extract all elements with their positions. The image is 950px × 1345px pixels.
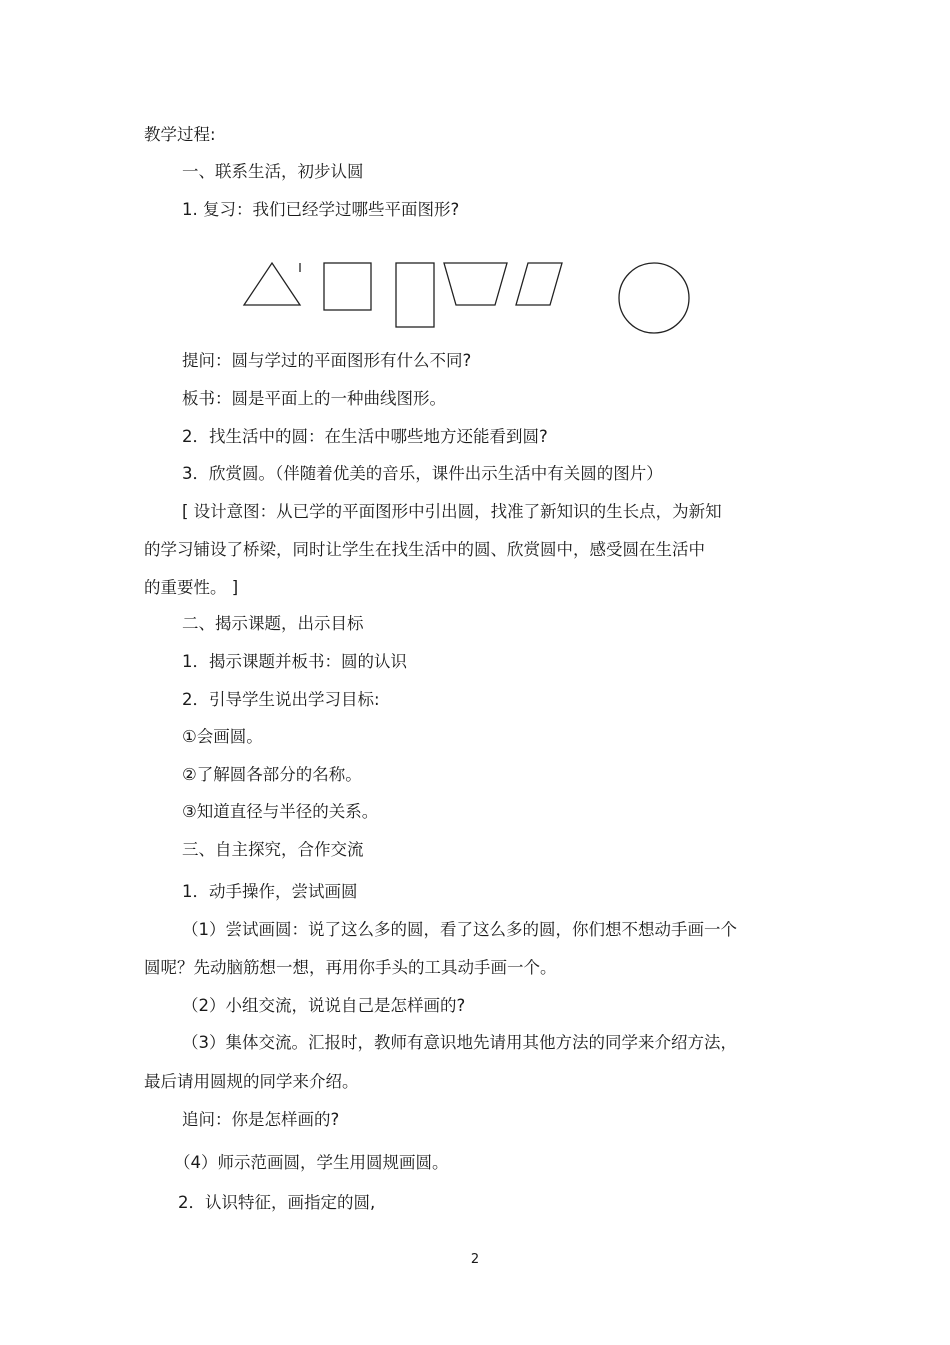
parallelogram-shape	[516, 263, 562, 305]
section-3-title: 三、自主探究，合作交流	[182, 840, 364, 859]
trapezoid-shape	[444, 263, 507, 305]
triangle-shape	[244, 263, 300, 305]
paragraph: 2．引导学生说出学习目标:	[182, 690, 380, 709]
page-number: 2	[470, 1252, 480, 1267]
paragraph: （3）集体交流。汇报时，教师有意识地先请用其他方法的同学来介绍方法，	[182, 1033, 737, 1052]
plane-shapes-figure	[236, 255, 706, 340]
paragraph: 1. 复习：我们已经学过哪些平面图形?	[182, 200, 460, 219]
paragraph: 3．欣赏圆。（伴随着优美的音乐，课件出示生活中有关圆的图片）	[182, 464, 663, 483]
rectangle-shape	[396, 263, 434, 327]
design-note: 的重要性。 ]	[144, 578, 239, 597]
circle-shape	[619, 263, 689, 333]
paragraph: 1．揭示课题并板书：圆的认识	[182, 652, 407, 671]
paragraph: （1）尝试画圆：说了这么多的圆，看了这么多的圆，你们想不想动手画一个	[182, 920, 737, 939]
paragraph: （2）小组交流，说说自己是怎样画的?	[182, 996, 466, 1015]
goal-item: ②了解圆各部分的名称。	[182, 765, 362, 784]
design-note: 的学习铺设了桥梁，同时让学生在找生活中的圆、欣赏圆中，感受圆在生活中	[144, 540, 705, 559]
section-1-title: 一、联系生活，初步认圆	[182, 162, 364, 181]
section-heading: 教学过程:	[144, 125, 216, 144]
paragraph: 板书：圆是平面上的一种曲线图形。	[182, 389, 446, 408]
paragraph: 2．找生活中的圆：在生活中哪些地方还能看到圆?	[182, 427, 548, 446]
paragraph: （4）师示范画圆，学生用圆规画圆。	[174, 1153, 449, 1172]
paragraph: 追问：你是怎样画的?	[182, 1110, 340, 1129]
paragraph: 1．动手操作，尝试画圆	[182, 882, 358, 901]
section-2-title: 二、揭示课题，出示目标	[182, 614, 364, 633]
paragraph: 提问：圆与学过的平面图形有什么不同?	[182, 351, 472, 370]
square-shape	[324, 263, 371, 310]
goal-item: ①会画圆。	[182, 727, 263, 746]
paragraph: 圆呢？先动脑筋想一想，再用你手头的工具动手画一个。	[144, 958, 557, 977]
paragraph: 最后请用圆规的同学来介绍。	[144, 1072, 359, 1091]
goal-item: ③知道直径与半径的关系。	[182, 802, 379, 821]
paragraph: 2．认识特征，画指定的圆,	[178, 1193, 376, 1212]
design-note: [ 设计意图：从已学的平面图形中引出圆，找准了新知识的生长点，为新知	[182, 502, 722, 521]
